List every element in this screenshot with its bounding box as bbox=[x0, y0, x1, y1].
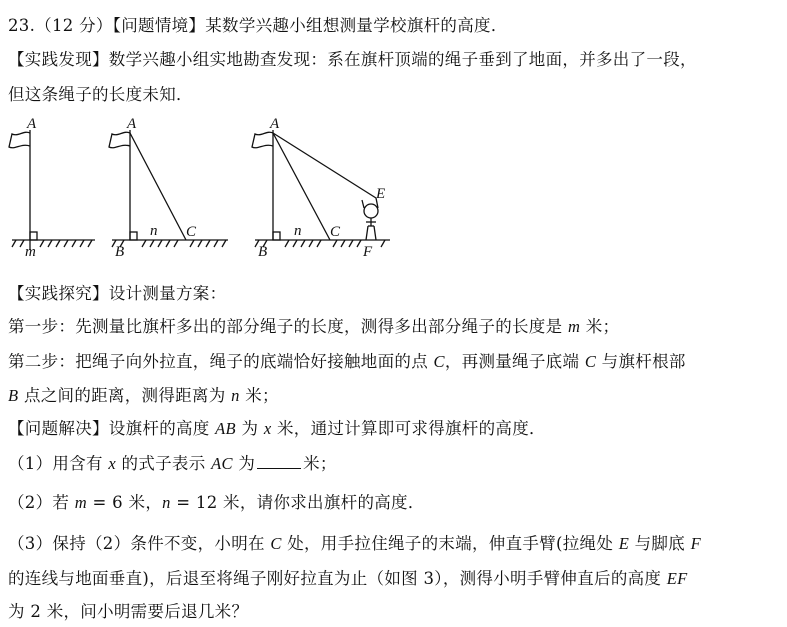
person-icon bbox=[362, 198, 378, 240]
fig2-label-a: A bbox=[127, 116, 137, 132]
fig3-label-f: F bbox=[363, 244, 373, 260]
flag-icon bbox=[9, 132, 30, 148]
fig1-label-a: A bbox=[27, 116, 37, 132]
fig2-label-n: n bbox=[150, 223, 158, 239]
right-angle-2 bbox=[130, 232, 137, 240]
fig3-label-a: A bbox=[270, 116, 280, 132]
discover-line-1: 【实践发现】数学兴趣小组实地勘查发现：系在旗杆顶端的绳子垂到了地面，并多出了一段， bbox=[8, 50, 697, 69]
question-2: （2）若 m = 6 米，n = 12 米，请你求出旗杆的高度． bbox=[8, 493, 425, 512]
rope-ae bbox=[273, 133, 376, 198]
question-1: （1）用含有 x 的式子表示 AC 为 米； bbox=[8, 454, 337, 473]
rope-ac-2 bbox=[130, 133, 186, 240]
fig3-label-c: C bbox=[330, 224, 341, 240]
question-3-line-3: 为 2 米，问小明需要后退几米？ bbox=[8, 602, 249, 621]
question-3-line-1: （3）保持（2）条件不变，小明在 C 处，用手拉住绳子的末端，伸直手臂(拉绳处 E 与脚底 F bbox=[8, 534, 701, 553]
ground-hatch-1 bbox=[12, 240, 92, 247]
step-2-line-2: B 点之间的距离，测得距离为 n 米； bbox=[8, 386, 279, 405]
rope-ac-3 bbox=[273, 133, 330, 240]
solve-line: 【问题解决】设旗杆的高度 AB 为 x 米，通过计算即可求得旗杆的高度． bbox=[8, 419, 546, 438]
figure-2 bbox=[109, 130, 228, 247]
figure-1 bbox=[9, 130, 95, 250]
fig2-label-b: B bbox=[115, 244, 125, 260]
fig3-label-b: B bbox=[258, 244, 268, 260]
figure-3 bbox=[252, 130, 390, 247]
ground-hatch-2 bbox=[112, 240, 226, 247]
fig3-label-e: E bbox=[376, 186, 386, 202]
problem-header: 23.（12 分）【问题情境】某数学兴趣小组想测量学校旗杆的高度． bbox=[8, 16, 508, 35]
right-angle-1 bbox=[30, 232, 37, 240]
flag-icon bbox=[252, 132, 273, 148]
step-2-line-1: 第二步：把绳子向外拉直，绳子的底端恰好接触地面的点 C，再测量绳子底端 C 与旗杆根部 bbox=[8, 352, 686, 371]
step-1: 第一步：先测量比旗杆多出的部分绳子的长度，测得多出部分绳子的长度是 m 米； bbox=[8, 317, 620, 336]
fig1-label-extra: m bbox=[25, 244, 36, 260]
discover-line-2: 但这条绳子的长度未知． bbox=[8, 85, 193, 104]
flag-icon bbox=[109, 132, 130, 148]
explore-heading: 【实践探究】设计测量方案： bbox=[8, 284, 227, 303]
fig2-label-c: C bbox=[186, 224, 197, 240]
right-angle-3 bbox=[273, 232, 280, 240]
question-3-line-2: 的连线与地面垂直)，后退至将绳子刚好拉直为止（如图 3），测得小明手臂伸直后的高度 EF bbox=[8, 569, 688, 588]
fig3-label-n: n bbox=[294, 223, 302, 239]
